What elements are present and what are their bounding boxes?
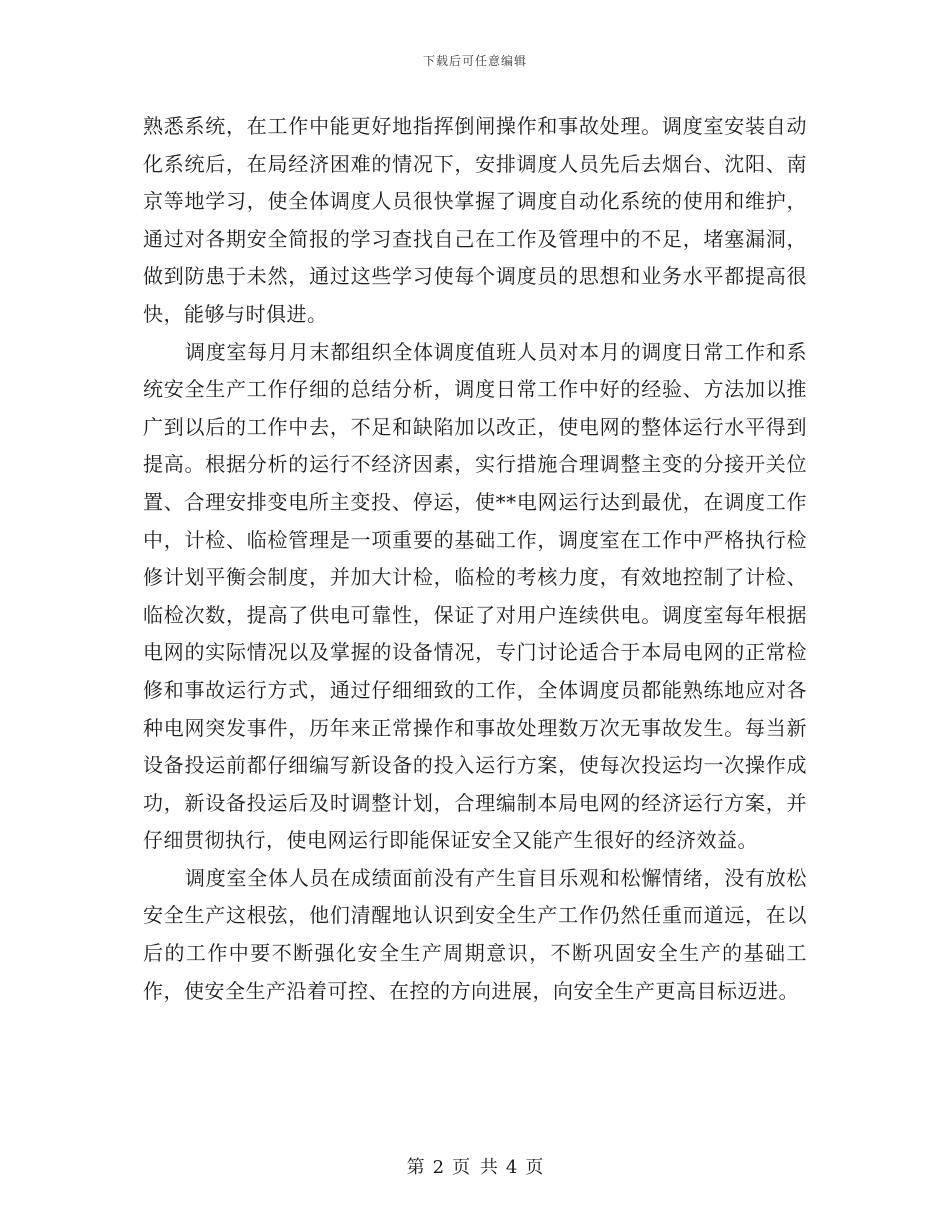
page-number: 2 xyxy=(432,1157,445,1178)
header-note: 下载后可任意编辑 xyxy=(422,54,527,68)
page-middle: 页 共 xyxy=(452,1157,498,1178)
document-body xyxy=(143,108,807,1010)
page-footer xyxy=(0,1153,950,1179)
page-suffix: 页 xyxy=(525,1157,544,1178)
paragraph-3: 调度室全体人员在成绩面前没有产生盲目乐观和松懈情绪，没有放松安全生产这根弦，他们清醒地认识到安全生产工作仍然任重而道远，在以后的工作中要不断强化安全生产周期意识，不断巩固安全生产的基础工作，使安全生产沿着可控、在控的方向进展，向安全生产更高目标迈进。 xyxy=(143,865,807,1003)
paragraph-2: 调度室每月月末都组织全体调度值班人员对本月的调度日常工作和系统安全生产工作仔细的总结分析，调度日常工作中好的经验、方法加以推广到以后的工作中去，不足和缺陷加以改正，使电网的整体运行水平得到提高。根据分析的运行不经济因素，实行措施合理调整主变的分接开关位置、合理安排变电所主变投、停运，使**电网运行达到最优，在调度工作中，计检、临检管理是一项重要的基础工作，调度室在工作中严格执行检修计划平衡会制度，并加大计检，临检的考核力度，有效地控制了计检、临检次数，提高了供电可靠性，保证了对用户连续供电。调度室每年根据电网的实际情况以及掌握的设备情况，专门讨论适合于本局电网的正常检修和事故运行方式，通过仔细细致的工作，全体调度员都能熟练地应对各种电网突发事件，历年来正常操作和事故处理数万次无事故发生。每当新设备投运前都仔细编写新设备的投入运行方案，使每次投运均一次操作成功，新设备投运后及时调整计划，合理编制本局电网的经济运行方案，并仔细贯彻执行，使电网运行即能保证安全又能产生很好的经济效益。 xyxy=(143,339,807,853)
page-total: 4 xyxy=(505,1157,518,1178)
paragraph-1: 熟悉系统，在工作中能更好地指挥倒闸操作和事故处理。调度室安装自动化系统后，在局经济困难的情况下，安排调度人员先后去烟台、沈阳、南京等地学习，使全体调度人员很快掌握了调度自动化系统的使用和维护，通过对各期安全简报的学习查找自己在工作及管理中的不足，堵塞漏洞，做到防患于未然，通过这些学习使每个调度员的思想和业务水平都提高很快，能够与时俱进。 xyxy=(143,114,807,326)
page-prefix: 第 xyxy=(406,1157,425,1178)
